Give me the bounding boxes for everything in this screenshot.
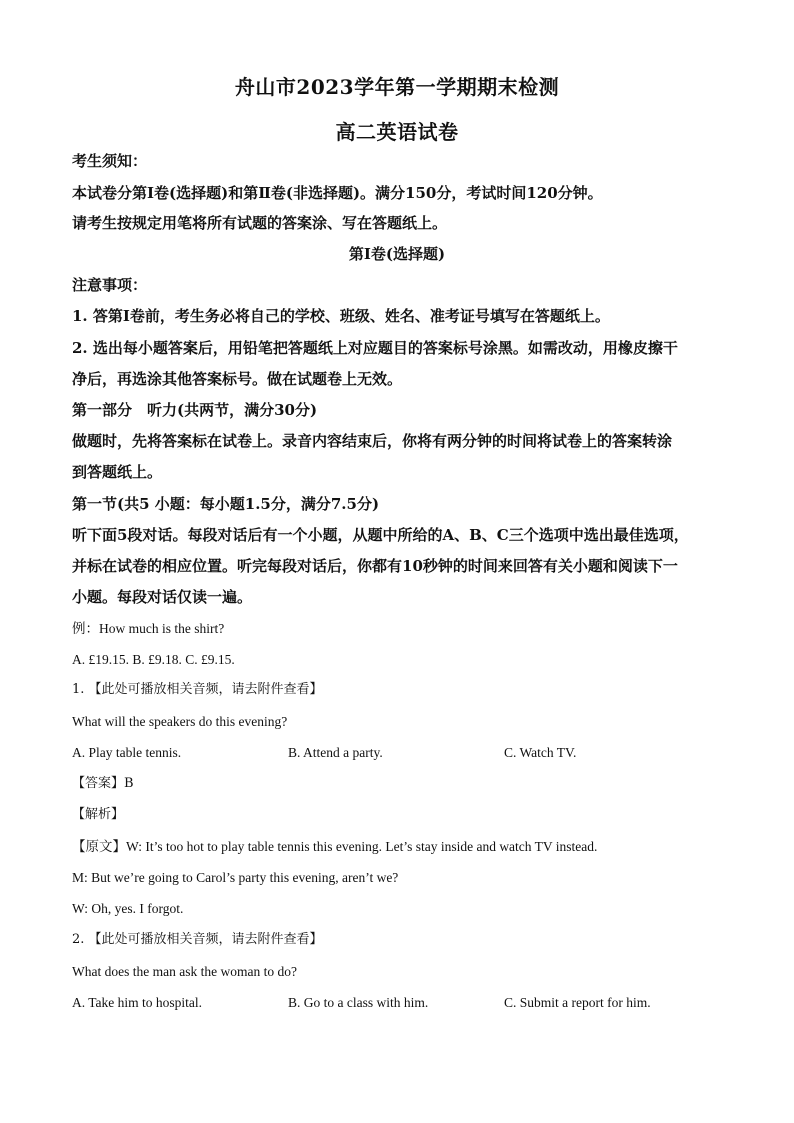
listening-heading: 第一部分 听力(共两节，满分30分) [72,401,318,419]
question-1-transcript-line-3: W: Oh, yes. I forgot. [72,901,184,916]
listening-instr-line-1: 做题时，先将答案标在试卷上。录音内容结束后，你将有两分钟的时间将试卷上的答案转涂 [72,432,673,450]
question-2-option-b: B. Go to a class with him. [288,995,429,1010]
example-question: 例：How much is the shirt? [72,621,225,636]
notice-heading: 考生须知： [72,152,148,170]
notice-line-1: 本试卷分第Ⅰ卷(选择题)和第Ⅱ卷(非选择题)。满分150分，考试时间120分钟。 [72,184,603,202]
exam-title: 舟山市2023学年第一学期期末检测 [234,75,560,99]
question-2-option-a: A. Take him to hospital. [72,995,203,1010]
question-1-transcript-line-1: 【原文】W: It’s too hot to play table tennis this evening. Let’s stay inside and watch TV instead. [72,839,598,854]
note-2-line-2: 净后，再选涂其他答案标号。做在试题卷上无效。 [72,370,403,388]
question-2-audio-tag[interactable]: 2. 【此处可播放相关音频，请去附件查看】 [72,932,323,947]
notes-heading: 注意事项： [72,276,148,294]
question-1-analysis: 【解析】 [72,807,125,822]
note-2-line-1: 2. 选出每小题答案后，用铅笔把答题纸上对应题目的答案标号涂黑。如需改动，用橡皮擦干 [72,339,678,357]
section1-heading: 第一节(共5 小题：每小题1.5分，满分7.5分) [72,495,380,513]
question-1-transcript-line-2: M: But we’re going to Carol’s party this evening, aren’t we? [72,870,399,885]
section1-line-2: 并标在试卷的相应位置。听完每段对话后，你都有10秒钟的时间来回答有关小题和阅读下一 [72,557,678,575]
listening-instr-line-2: 到答题纸上。 [72,463,163,481]
exam-subtitle: 高二英语试卷 [335,120,459,144]
question-2-option-c: C. Submit a report for him. [504,995,651,1010]
example-options: A. £19.15. B. £9.18. C. £9.15. [72,652,235,667]
question-2-text: What does the man ask the woman to do? [72,964,297,979]
section1-line-3: 小题。每段对话仅读一遍。 [72,588,253,606]
question-1-audio-tag[interactable]: 1. 【此处可播放相关音频，请去附件查看】 [72,682,323,697]
question-1-text: What will the speakers do this evening? [72,714,288,729]
part1-title: 第Ⅰ卷(选择题) [348,245,446,263]
question-1-option-a: A. Play table tennis. [72,745,182,760]
section1-line-1: 听下面5段对话。每段对话后有一个小题，从题中所给的A、B、C三个选项中选出最佳选项， [72,526,689,544]
question-1-option-c: C. Watch TV. [504,745,577,760]
question-1-answer: 【答案】B [72,776,134,791]
notice-line-2: 请考生按规定用笔将所有试题的答案涂、写在答题纸上。 [72,214,448,232]
question-1-option-b: B. Attend a party. [288,745,383,760]
note-1: 1. 答第Ⅰ卷前，考生务必将自己的学校、班级、姓名、准考证号填写在答题纸上。 [72,307,610,325]
